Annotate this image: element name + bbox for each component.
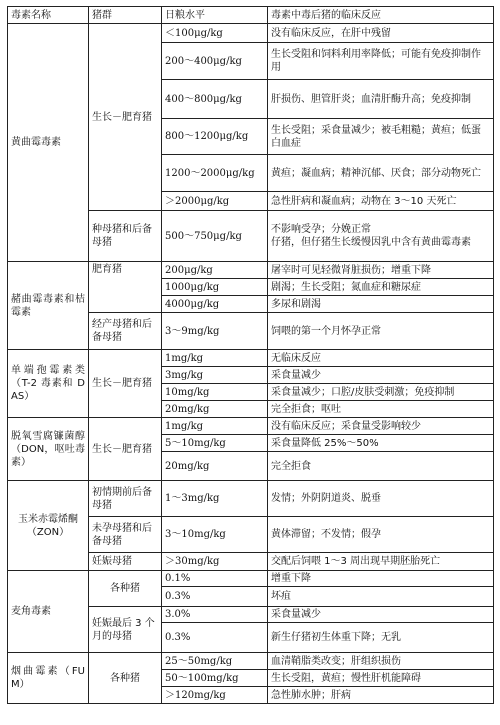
toxin-cell: 单端孢霉素类（T-2 毒素和 DAS） xyxy=(8,350,89,418)
toxin-cell: 脱氧雪腐镰菌醇（DON，呕吐毒素） xyxy=(8,418,89,481)
reaction-cell: 完全拒食；呕吐 xyxy=(268,401,494,418)
header-toxin: 毒素名称 xyxy=(8,7,89,24)
reaction-cell: 坏疽 xyxy=(268,587,494,607)
toxin-cell: 玉米赤霉烯酮（ZON） xyxy=(8,481,89,571)
level-cell: 1mg/kg xyxy=(162,350,268,367)
group-cell: 生长－肥育猪 xyxy=(89,350,162,418)
table-row xyxy=(8,653,494,670)
level-cell: 1200～2000μg/kg xyxy=(162,155,268,192)
reaction-cell: 采食量降低 25%～50% xyxy=(268,435,494,452)
reaction-cell: 屠宰时可见轻微肾脏损伤；增重下降 xyxy=(268,262,494,279)
reaction-cell: 新生仔猪初生体重下降；无乳 xyxy=(268,623,494,653)
reaction-cell: 没有临床反应，在肝中残留 xyxy=(268,24,494,43)
reaction-cell: 增重下降 xyxy=(268,571,494,587)
toxin-cell: 烟曲霉素（FUM） xyxy=(8,653,89,704)
table-header-row xyxy=(8,7,494,24)
level-cell: ＞2000μg/kg xyxy=(162,192,268,211)
group-cell: 未孕母猪和后备母猪 xyxy=(89,517,162,553)
level-cell: 25～50mg/kg xyxy=(162,653,268,670)
header-group: 猪群 xyxy=(89,7,162,24)
toxin-cell: 赭曲霉毒素和桔霉素 xyxy=(8,262,89,350)
group-cell: 生长－肥育猪 xyxy=(89,418,162,481)
reaction-cell: 急性肝病和凝血病；动物在 3～10 天死亡 xyxy=(268,192,494,211)
reaction-cell: 发情；外阴阴道炎、脱垂 xyxy=(268,481,494,517)
reaction-cell: 交配后饲喂 1～3 周出现早期胚胎死亡 xyxy=(268,553,494,571)
group-cell: 妊娠母猪 xyxy=(89,553,162,571)
reaction-cell: 采食量减少；口腔/皮肤受刺激；免疫抑制 xyxy=(268,384,494,401)
level-cell: 1000μg/kg xyxy=(162,279,268,296)
reaction-cell: 无临床反应 xyxy=(268,350,494,367)
level-cell: 1mg/kg xyxy=(162,418,268,435)
table-row xyxy=(8,571,494,587)
reaction-cell: 多尿和剧渴 xyxy=(268,296,494,313)
reaction-cell: 生长受阻；采食量减少；被毛粗糙；黄疸；低蛋白血症 xyxy=(268,119,494,155)
group-cell: 经产母猪和后备母猪 xyxy=(89,313,162,350)
level-cell: 50～100mg/kg xyxy=(162,670,268,687)
level-cell: 200～400μg/kg xyxy=(162,43,268,80)
level-cell: 3.0% xyxy=(162,607,268,623)
reaction-cell: 完全拒食 xyxy=(268,452,494,481)
level-cell: 20mg/kg xyxy=(162,401,268,418)
reaction-cell: 采食量减少 xyxy=(268,367,494,384)
reaction-cell: 血清鞘脂类改变；肝组织损伤 xyxy=(268,653,494,670)
group-cell: 种母猪和后备母猪 xyxy=(89,211,162,262)
level-cell: ＜100μg/kg xyxy=(162,24,268,43)
level-cell: ＞120mg/kg xyxy=(162,687,268,704)
reaction-cell: 生长受阻，黄疸；慢性肝机能障碍 xyxy=(268,670,494,687)
group-cell: 肥育猪 xyxy=(89,262,162,313)
level-cell: 3～10mg/kg xyxy=(162,517,268,553)
level-cell: 3mg/kg xyxy=(162,367,268,384)
group-cell: 初情期前后备母猪 xyxy=(89,481,162,517)
reaction-cell: 黄体滞留；不发情；假孕 xyxy=(268,517,494,553)
table-row xyxy=(8,481,494,517)
toxin-cell: 麦角毒素 xyxy=(8,571,89,653)
group-cell: 生长－肥育猪 xyxy=(89,24,162,211)
header-reaction: 毒素中毒后猪的临床反应 xyxy=(268,7,494,24)
reaction-cell: 肝损伤、胆管肝炎；血清肝酶升高；免疫抑制 xyxy=(268,80,494,119)
table-row xyxy=(8,24,494,43)
reaction-cell: 饲喂的第一个月怀孕正常 xyxy=(268,313,494,350)
group-cell: 各种猪 xyxy=(89,653,162,704)
header-level: 日粮水平 xyxy=(162,7,268,24)
level-cell: 800～1200μg/kg xyxy=(162,119,268,155)
level-cell: 500～750μg/kg xyxy=(162,211,268,262)
table-row xyxy=(8,418,494,435)
reaction-cell: 生长受阻和饲料利用率降低；可能有免疫抑制作用 xyxy=(268,43,494,80)
group-cell: 各种猪 xyxy=(89,571,162,607)
level-cell: 0.3% xyxy=(162,587,268,607)
reaction-cell: 不影响受孕；分娩正常 仔猪，但仔猪生长缓慢因乳中含有黄曲霉毒素 xyxy=(268,211,494,262)
level-cell: 0.3% xyxy=(162,623,268,653)
reaction-cell: 黄疸；凝血病；精神沉郁、厌食；部分动物死亡 xyxy=(268,155,494,192)
reaction-cell: 急性肺水肿；肝病 xyxy=(268,687,494,704)
level-cell: 3～9mg/kg xyxy=(162,313,268,350)
level-cell: 400～800μg/kg xyxy=(162,80,268,119)
table-row xyxy=(8,350,494,367)
level-cell: ＞30mg/kg xyxy=(162,553,268,571)
group-cell: 妊娠最后 3 个月的母猪 xyxy=(89,607,162,653)
level-cell: 20mg/kg xyxy=(162,452,268,481)
table-row xyxy=(8,262,494,279)
toxin-cell: 黄曲霉毒素 xyxy=(8,24,89,262)
level-cell: 1～3mg/kg xyxy=(162,481,268,517)
level-cell: 5～10mg/kg xyxy=(162,435,268,452)
level-cell: 200μg/kg xyxy=(162,262,268,279)
reaction-cell: 没有临床反应；采食量受影响较少 xyxy=(268,418,494,435)
reaction-cell: 采食量减少 xyxy=(268,607,494,623)
level-cell: 4000μg/kg xyxy=(162,296,268,313)
reaction-cell: 剧渴；生长受阻；氮血症和糖尿症 xyxy=(268,279,494,296)
level-cell: 10mg/kg xyxy=(162,384,268,401)
level-cell: 0.1% xyxy=(162,571,268,587)
mycotoxin-table xyxy=(7,6,494,704)
